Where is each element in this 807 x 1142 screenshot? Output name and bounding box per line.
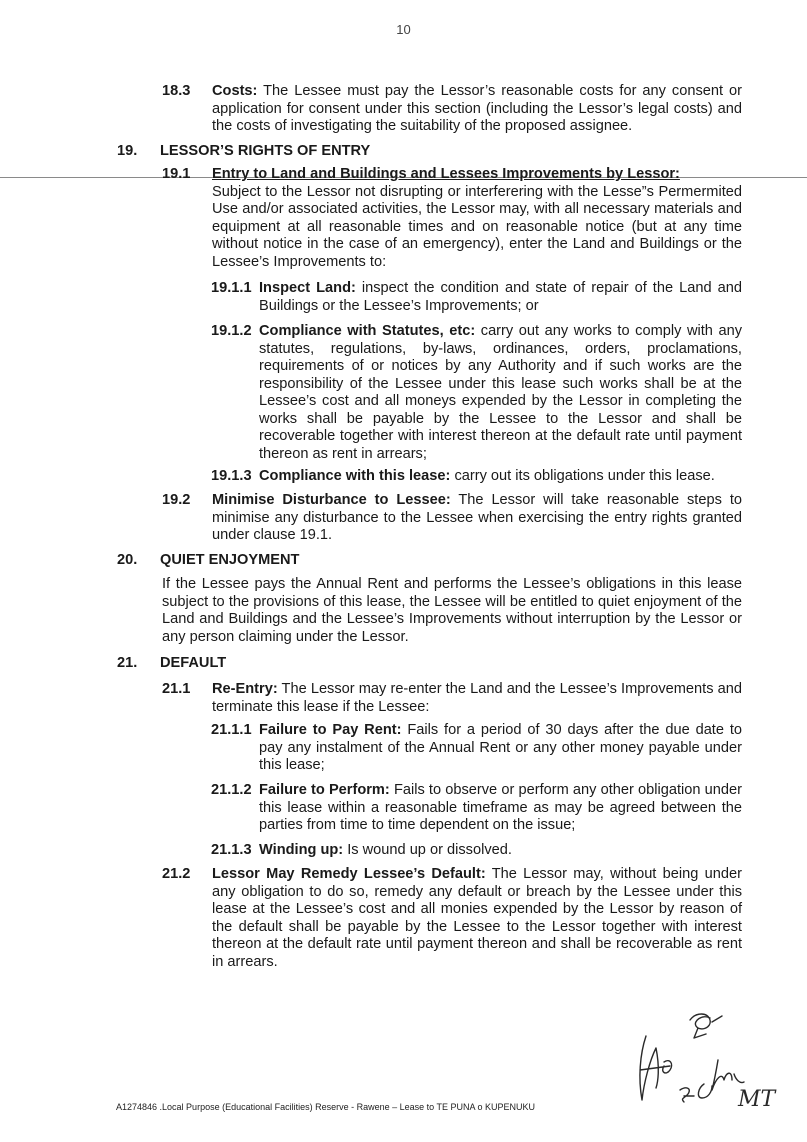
clause-number: 21.1.3 (211, 842, 252, 858)
clause-heading: Inspect Land: (259, 280, 356, 296)
section-20-text: If the Lessee pays the Annual Rent and performs the Lessee’s obligations in this lease subject to the provisions of this lease, the Lessee will be entitled to quiet enjoyment of the Land and Buildings and the Lessee’s Improvements without interruption by the Lessor or any person claiming under the Lessor. (162, 576, 742, 645)
clause-heading: Lessor May Remedy Lessee’s Default: (212, 866, 486, 882)
clause-body (212, 866, 742, 971)
document-footer: A1274846 .Local Purpose (Educational Facilities) Reserve - Rawene – Lease to TE PUNA o KUPENUKU (116, 1102, 536, 1112)
clause-text: carry out its obligations under this lease. (450, 468, 715, 484)
section-number: 20. (117, 552, 138, 568)
clause-body (259, 842, 742, 860)
clause-text: The Lessor may, without being under any obligation to do so, remedy any default or breach by the Lessee under this lease at the Lessee’s cost and all monies expended by the Lessor by reason of the default shall be payable by the Lessee to the Lessor together with interest thereon at the default rate until payment thereon and shall be recoverable as rent in arrears. (212, 866, 742, 970)
section-title: DEFAULT (160, 655, 227, 671)
section-number: 21. (117, 655, 138, 671)
clause-number: 21.1.2 (211, 782, 252, 798)
clause-heading: Winding up: (259, 842, 344, 858)
clause-text: The Lessor will take reasonable steps to minimise any disturbance to the Lessee when exercising the entry rights granted under clause 19.1. (212, 492, 742, 543)
clause-number: 21.2 (162, 866, 191, 882)
clause-body (212, 492, 742, 545)
clause-number: 18.3 (162, 83, 191, 99)
section-number: 19. (117, 143, 138, 159)
clause-text: The Lessor may re-enter the Land and the Lessee’s Improvements and terminate this lease if the Lessee: (212, 681, 742, 715)
clause-heading: Failure to Perform: (259, 782, 390, 798)
clause-heading: Compliance with Statutes, etc: (259, 323, 476, 339)
clause-number: 21.1.1 (211, 722, 252, 738)
clause-body (212, 83, 742, 136)
clause-number: 19.1.3 (211, 468, 252, 484)
clause-text: Fails to observe or perform any other obligation under this lease within a reasonable timeframe as may be agreed between the parties from time to time dependent on the issue; (259, 782, 743, 833)
clause-heading: Entry to Land and Buildings and Lessees Improvements by Lessor: (212, 166, 680, 182)
page-number: 10 (396, 22, 411, 37)
clause-number: 19.1.1 (211, 280, 252, 296)
clause-text: carry out any works to comply with any statutes, regulations, by-laws, ordinances, orders, proclamations, requirements of or notices by any Authority and if such works are the responsibility of the Lessee under this lease such works shall be at the Lessee’s cost and all moneys expended by the Lessor in completing the works shall be payable by the Lessee to the Lessor and shall be recoverable together with interest thereon at the default rate until payment thereon as rent in arrears; (259, 323, 742, 462)
clause-body (259, 468, 742, 486)
clause-text: The Lessee must pay the Lessor’s reasonable costs for any consent or application for consent under this section (including the Lessor’s legal costs) and the costs of investigating the suitability of the proposed assignee. (212, 83, 742, 134)
clause-text: Fails for a period of 30 days after the due date to pay any instalment of the Annual Rent or any other money payable under this lease; (259, 722, 743, 773)
handwritten-signatures (620, 998, 790, 1118)
clause-body (212, 166, 742, 271)
initials-text: MT (738, 1087, 776, 1112)
section-title: QUIET ENJOYMENT (160, 552, 300, 568)
clause-number: 19.1 (162, 166, 191, 182)
clause-body (259, 323, 742, 463)
clause-number: 21.1 (162, 681, 191, 697)
clause-heading: Minimise Disturbance to Lessee: (212, 492, 451, 508)
clause-body (259, 722, 742, 775)
clause-heading: Compliance with this lease: (259, 468, 451, 484)
clause-text: inspect the condition and state of repair of the Land and Buildings or the Lessee’s Improvements; or (259, 280, 742, 314)
clause-body (212, 681, 742, 716)
clause-heading: Failure to Pay Rent: (259, 722, 402, 738)
clause-number: 19.2 (162, 492, 191, 508)
clause-heading: Costs: (212, 83, 258, 99)
clause-body (259, 280, 742, 315)
clause-body (259, 782, 742, 835)
clause-number: 19.1.2 (211, 323, 252, 339)
section-title: LESSOR’S RIGHTS OF ENTRY (160, 143, 371, 159)
clause-heading: Re-Entry: (212, 681, 278, 697)
clause-text: Is wound up or dissolved. (343, 842, 512, 858)
clause-text: Subject to the Lessor not disrupting or interferering with the Lesse”s Permermited Use and/or associated activities, the Lessor may, with all necessary materials and equipment at all reasonable times and on reasonable notice (but at any time without notice in the case of an emergency), enter the Land and Buildings or the Lessee’s Improvements to: (212, 183, 742, 270)
